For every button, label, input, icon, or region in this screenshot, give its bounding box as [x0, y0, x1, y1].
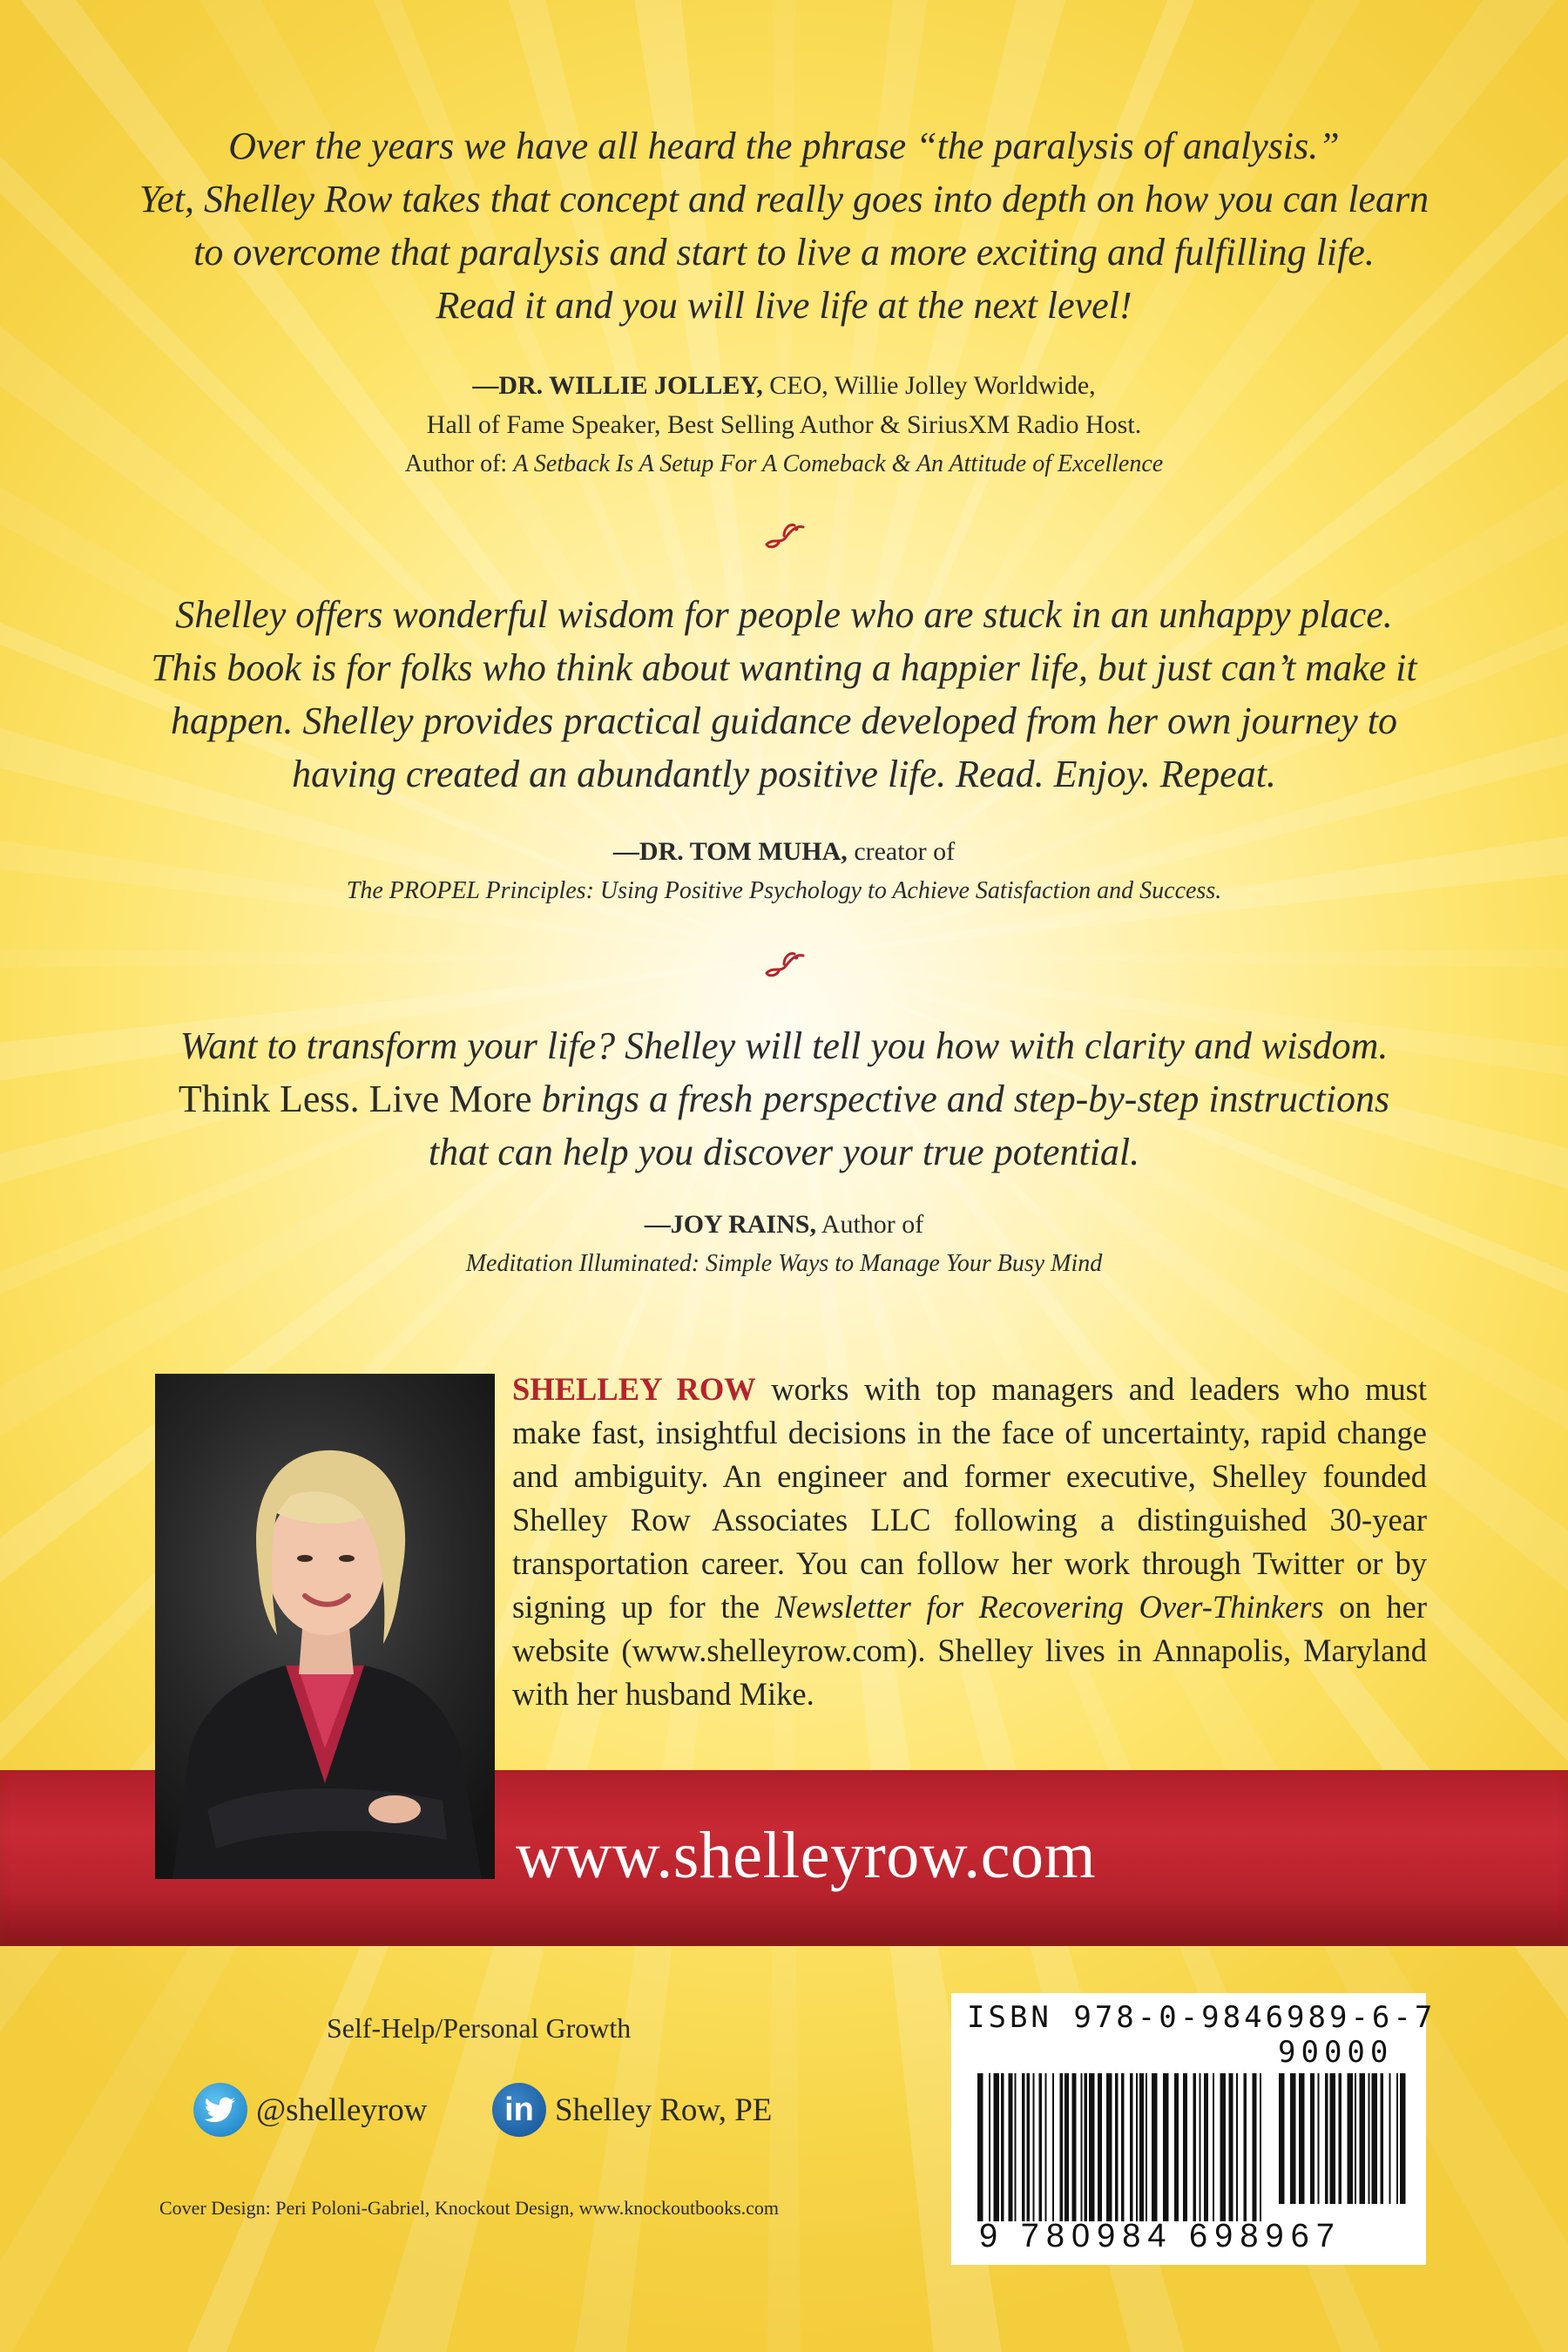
barcode-bar [1009, 2073, 1013, 2221]
attribution-author: —JOY RAINS, [644, 1210, 816, 1239]
quote-line: that can help you discover your true potential. [428, 1131, 1140, 1173]
barcode-bar [1213, 2073, 1214, 2221]
barcode-bar [1098, 2073, 1102, 2221]
barcode-bar [1081, 2073, 1083, 2221]
category-label: Self-Help/Personal Growth [327, 2012, 632, 2044]
barcode-bar [989, 2073, 990, 2221]
barcode-bar [1290, 2073, 1296, 2204]
barcode-bar [1152, 2073, 1158, 2221]
barcode-bar [1027, 2073, 1031, 2221]
barcode-bar [1381, 2073, 1384, 2204]
barcode-bar [1052, 2073, 1054, 2221]
twitter-link[interactable] [193, 2082, 427, 2138]
barcode-bar [1360, 2073, 1366, 2204]
attribution-prefix: Author of: [404, 450, 514, 477]
cover-design-credit: Cover Design: Peri Poloni-Gabriel, Knockout Design, www.knockoutbooks.com [159, 2197, 780, 2219]
website-url[interactable]: www.shelleyrow.com [516, 1819, 1097, 1892]
linkedin-icon: in [492, 2083, 546, 2137]
barcode-bar [1136, 2073, 1138, 2221]
barcode-bar [1064, 2073, 1069, 2221]
barcode-bar [1396, 2073, 1398, 2204]
quote-line: Over the years we have all heard the phrase “the paralysis of analysis.” [228, 125, 1340, 167]
barcode-bar [1348, 2073, 1354, 2204]
attribution-role: Author of [815, 1210, 924, 1239]
barcode-bar [1236, 2073, 1238, 2221]
quote-line: Read it and you will live life at the next level! [436, 284, 1132, 327]
attribution-rains [131, 1205, 1437, 1283]
barcode-bar [1089, 2073, 1095, 2221]
attribution-role: CEO, Willie Jolley Worldwide, [762, 371, 1096, 400]
barcode-bar [1045, 2073, 1047, 2221]
barcode-bar [1033, 2073, 1035, 2221]
barcode-bar [1310, 2073, 1315, 2204]
quote-line: Shelley offers wonderful wisdom for people who are stuck in an unhappy place. [175, 593, 1393, 636]
linkedin-link[interactable] [492, 2082, 772, 2138]
author-name: SHELLEY ROW [512, 1371, 756, 1407]
barcode-bar [1022, 2073, 1025, 2221]
barcode-number: 9 780984 698967 [979, 2218, 1342, 2254]
barcode-bar [1318, 2073, 1320, 2204]
quote-line: happen. Shelley provides practical guidance developed from her own journey to [170, 700, 1398, 742]
attribution-author: —DR. WILLIE JOLLEY, [472, 371, 763, 400]
barcode-bar [1220, 2073, 1227, 2221]
isbn-number: ISBN 978-0-9846989-6-7 [967, 2000, 1436, 2035]
quote-jolley [131, 119, 1437, 332]
barcode-bar [1279, 2073, 1285, 2204]
author-portrait-image [155, 1374, 495, 1879]
barcode-bar [1163, 2073, 1169, 2221]
attribution-book-title: The PROPEL Principles: Using Positive Psychology to Achieve Satisfaction and Success. [346, 877, 1222, 904]
quote-rains [131, 1019, 1437, 1179]
barcode-bar [1355, 2073, 1356, 2204]
barcode-bar [1299, 2073, 1305, 2204]
barcode-bars-addon [1279, 2073, 1409, 2204]
author-photo [155, 1374, 495, 1879]
barcode-bar [994, 2073, 1000, 2221]
barcode-bar [1072, 2073, 1077, 2221]
barcode-bar [1001, 2073, 1004, 2221]
barcode-bar [1325, 2073, 1328, 2204]
barcode-bar [1085, 2073, 1088, 2221]
attribution-line: Hall of Fame Speaker, Best Selling Author & SiriusXM Radio Host. [426, 410, 1142, 439]
barcode-bar [1039, 2073, 1043, 2221]
book-title: Think Less. Live More [178, 1078, 532, 1120]
quote-line: Want to transform your life? Shelley will tell you how with clarity and wisdom. [179, 1024, 1389, 1067]
barcode-bar [1339, 2073, 1342, 2204]
quote-line: having created an abundantly positive life. Read. Enjoy. Repeat. [292, 753, 1276, 795]
attribution-book-title: Meditation Illuminated: Simple Ways to Manage Your Busy Mind [465, 1250, 1103, 1277]
quote-line: This book is for folks who think about wanting a happier life, but just can’t make it [151, 646, 1417, 689]
bio-text: works with top managers and leaders who must make fast, insightful decisions in the face of uncertainty, rapid change and ambiguity. An engineer and former executive, Shelley founded Shelley Row Associates LLC following a distinguished 30-year transportation career. You can follow her work through Twitter or by signing up for the [512, 1371, 1428, 1625]
barcode-bar [1146, 2073, 1147, 2221]
barcode-bar [1183, 2073, 1187, 2221]
barcode-bar [1121, 2073, 1125, 2221]
sunburst-ray [784, 927, 1568, 990]
barcode-bar [977, 2073, 983, 2221]
attribution-jolley [131, 366, 1437, 483]
sunburst-ray [0, 927, 784, 990]
price-code: 90000 [1278, 2035, 1394, 2070]
ornament-divider-icon [758, 947, 810, 982]
barcode-bar [1369, 2073, 1370, 2204]
attribution-role: creator of [847, 837, 956, 866]
barcode-bar [1015, 2073, 1017, 2221]
barcode-bar [1106, 2073, 1112, 2221]
barcode-bar [1115, 2073, 1119, 2221]
barcode-bar [1253, 2073, 1257, 2221]
barcode-bar [1060, 2073, 1064, 2221]
twitter-bird-icon [193, 2083, 247, 2137]
attribution-muha [131, 832, 1437, 910]
barcode-bar [1229, 2073, 1233, 2221]
attribution-book-title: A Setback Is A Setup For A Comeback & An Attitude of Excellence [513, 450, 1164, 477]
quote-line: Yet, Shelley Row takes that concept and really goes into depth on how you can learn [139, 178, 1429, 220]
barcode-bar [1372, 2073, 1378, 2204]
newsletter-title: Newsletter for Recovering Over-Thinkers [774, 1589, 1324, 1625]
isbn-barcode [951, 1993, 1436, 2265]
attribution-author: —DR. TOM MUHA, [612, 837, 848, 866]
barcode-bar [1200, 2073, 1201, 2221]
barcode-bar [1193, 2073, 1197, 2221]
barcode-bars-main [977, 2073, 1265, 2221]
barcode-bar [1174, 2073, 1179, 2221]
barcode-bar [1330, 2073, 1336, 2204]
barcode-bar [1244, 2073, 1247, 2221]
quote-line: to overcome that paralysis and start to live a more exciting and fulfilling life. [193, 231, 1375, 274]
barcode-bar [1260, 2073, 1261, 2221]
twitter-handle: @shelleyrow [256, 2092, 428, 2128]
barcode-bar [1400, 2073, 1406, 2204]
quote-line: brings a fresh perspective and step-by-step instructions [531, 1078, 1390, 1120]
barcode-bar [1389, 2073, 1391, 2204]
ornament-divider-icon [758, 518, 810, 553]
linkedin-name: Shelley Row, PE [555, 2092, 773, 2128]
barcode-bar [1139, 2073, 1144, 2221]
barcode-bar [1130, 2073, 1133, 2221]
barcode-bar [1204, 2073, 1208, 2221]
bio-text: on her website (www.shelleyrow.com). Shelley lives in Annapolis, Maryland with her husband Mike. [512, 1589, 1427, 1712]
author-bio [512, 1368, 1427, 1716]
quote-muha [131, 588, 1437, 801]
